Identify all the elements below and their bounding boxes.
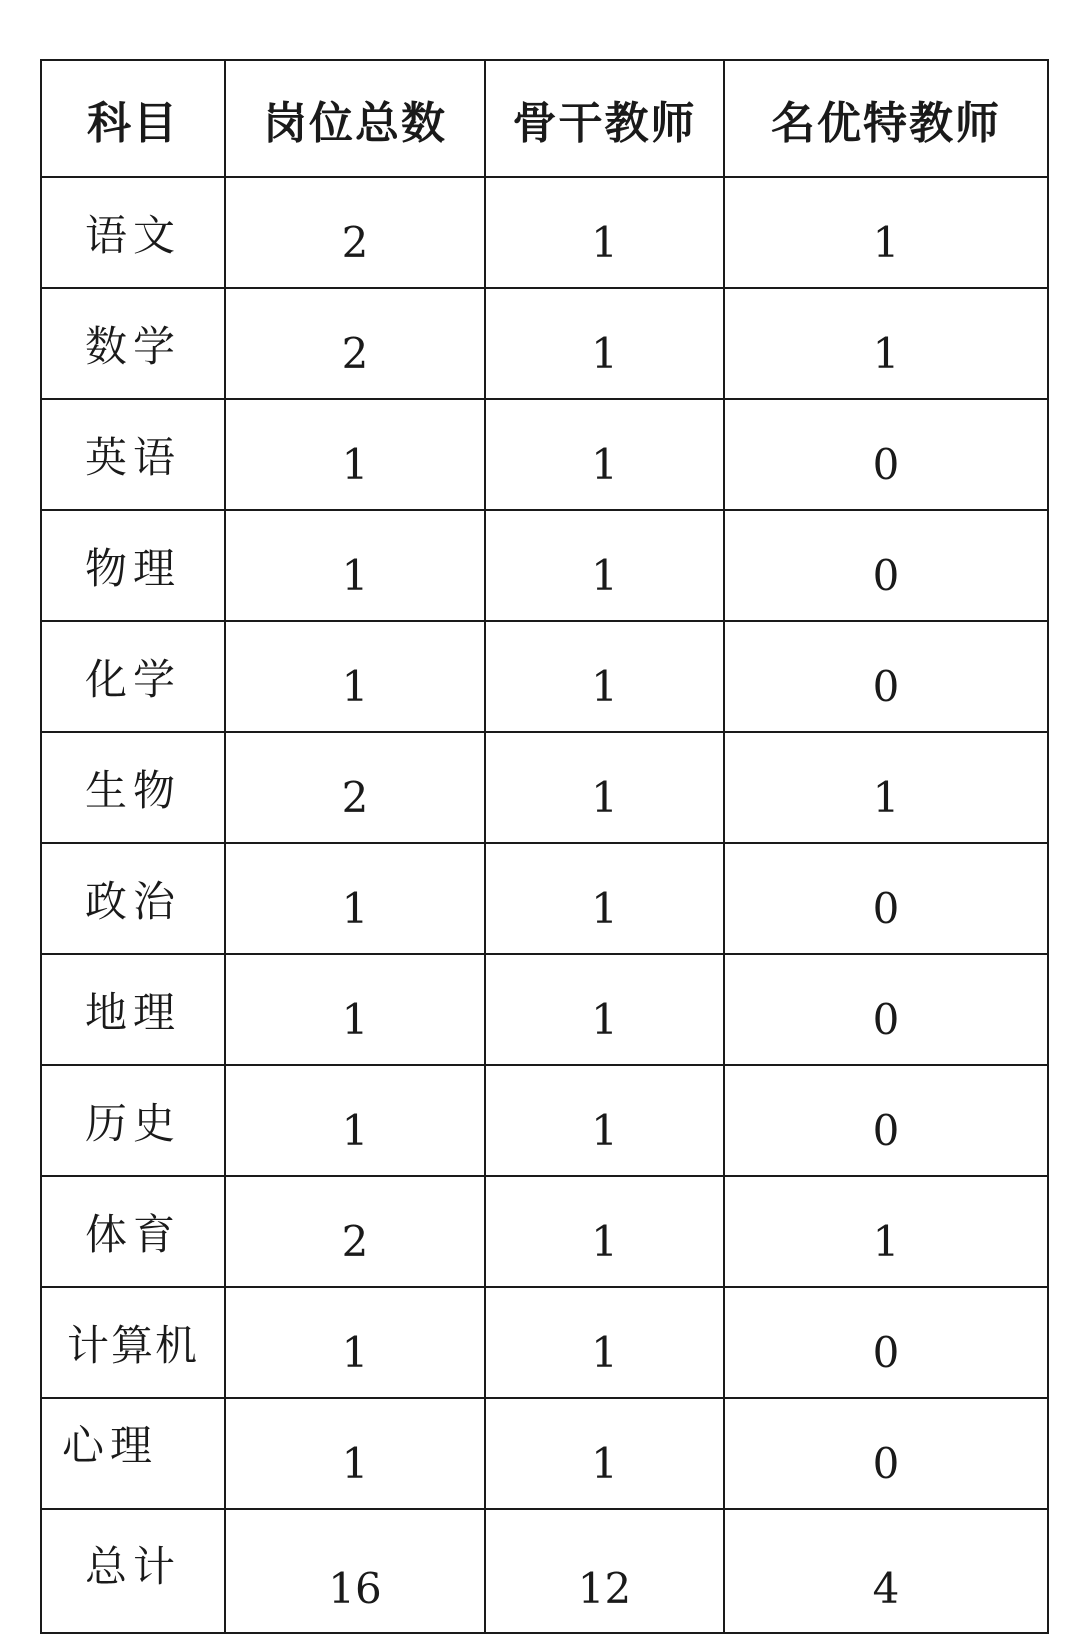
cell-distinguished-teachers: 1 (724, 732, 1048, 843)
cell-total-positions: 2 (225, 177, 485, 288)
header-total-positions: 岗位总数 (225, 60, 485, 177)
cell-key-teachers-sum: 12 (485, 1509, 724, 1633)
cell-total-positions: 2 (225, 732, 485, 843)
cell-subject: 英语 (41, 399, 225, 510)
table-row (41, 732, 1048, 843)
cell-key-teachers: 1 (485, 288, 724, 399)
cell-distinguished-teachers: 0 (724, 1065, 1048, 1176)
cell-subject: 化学 (41, 621, 225, 732)
cell-distinguished-teachers: 0 (724, 954, 1048, 1065)
positions-table (40, 59, 1049, 1634)
cell-distinguished-teachers: 0 (724, 843, 1048, 954)
cell-distinguished-teachers: 0 (724, 621, 1048, 732)
cell-key-teachers: 1 (485, 1287, 724, 1398)
cell-key-teachers: 1 (485, 399, 724, 510)
table-row (41, 1287, 1048, 1398)
header-subject: 科目 (41, 60, 225, 177)
cell-subject: 物理 (41, 510, 225, 621)
cell-total-positions: 1 (225, 1065, 485, 1176)
cell-total-label: 总计 (41, 1509, 225, 1633)
cell-distinguished-teachers: 1 (724, 177, 1048, 288)
cell-subject: 计算机 (41, 1287, 225, 1398)
cell-distinguished-teachers: 1 (724, 288, 1048, 399)
table-row (41, 1065, 1048, 1176)
cell-total-positions: 2 (225, 288, 485, 399)
header-key-teachers: 骨干教师 (485, 60, 724, 177)
table-total-row (41, 1509, 1048, 1633)
table-row (41, 399, 1048, 510)
table-row (41, 177, 1048, 288)
positions-table-container (40, 59, 1047, 1634)
cell-key-teachers: 1 (485, 1398, 724, 1509)
cell-key-teachers: 1 (485, 1176, 724, 1287)
cell-key-teachers: 1 (485, 843, 724, 954)
cell-total-positions: 2 (225, 1176, 485, 1287)
cell-subject: 心理 (41, 1398, 225, 1509)
cell-key-teachers: 1 (485, 732, 724, 843)
table-row (41, 621, 1048, 732)
table-row (41, 1176, 1048, 1287)
cell-total-positions: 1 (225, 843, 485, 954)
cell-subject: 体育 (41, 1176, 225, 1287)
table-header-row (41, 60, 1048, 177)
table-row (41, 288, 1048, 399)
cell-total-positions: 1 (225, 621, 485, 732)
cell-subject: 政治 (41, 843, 225, 954)
cell-total-positions-sum: 16 (225, 1509, 485, 1633)
cell-distinguished-teachers: 1 (724, 1176, 1048, 1287)
cell-subject: 生物 (41, 732, 225, 843)
cell-key-teachers: 1 (485, 177, 724, 288)
cell-total-positions: 1 (225, 954, 485, 1065)
cell-distinguished-teachers-sum: 4 (724, 1509, 1048, 1633)
cell-distinguished-teachers: 0 (724, 510, 1048, 621)
cell-key-teachers: 1 (485, 621, 724, 732)
cell-distinguished-teachers: 0 (724, 1398, 1048, 1509)
header-distinguished-teachers: 名优特教师 (724, 60, 1048, 177)
table-row (41, 510, 1048, 621)
cell-total-positions: 1 (225, 1287, 485, 1398)
cell-subject: 语文 (41, 177, 225, 288)
table-row (41, 954, 1048, 1065)
cell-distinguished-teachers: 0 (724, 399, 1048, 510)
cell-subject: 数学 (41, 288, 225, 399)
cell-total-positions: 1 (225, 510, 485, 621)
table-row (41, 843, 1048, 954)
cell-distinguished-teachers: 0 (724, 1287, 1048, 1398)
cell-key-teachers: 1 (485, 510, 724, 621)
cell-subject: 地理 (41, 954, 225, 1065)
cell-key-teachers: 1 (485, 1065, 724, 1176)
cell-total-positions: 1 (225, 399, 485, 510)
cell-total-positions: 1 (225, 1398, 485, 1509)
table-row (41, 1398, 1048, 1509)
cell-subject: 历史 (41, 1065, 225, 1176)
cell-key-teachers: 1 (485, 954, 724, 1065)
